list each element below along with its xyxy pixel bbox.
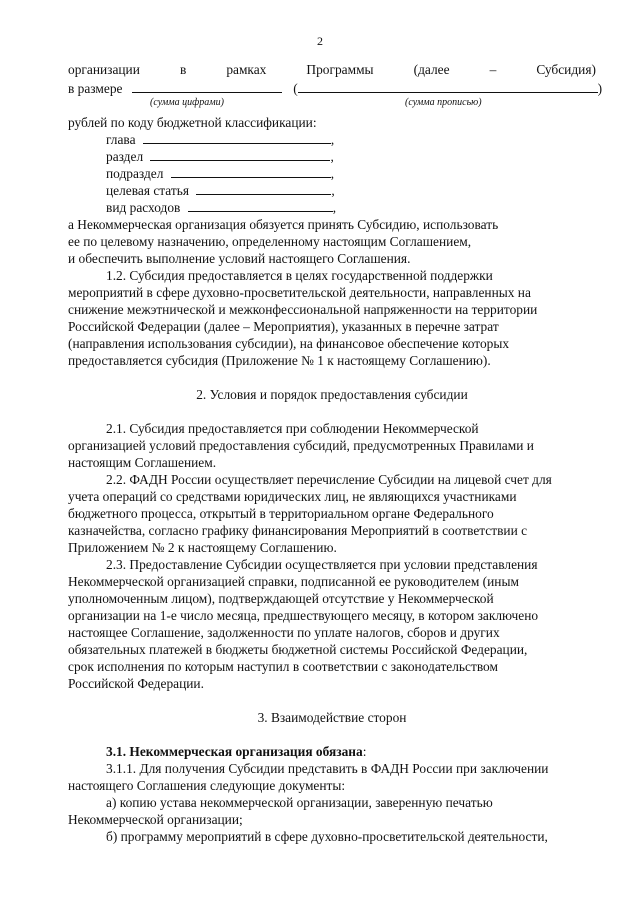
word: рамках [226,62,267,77]
paragraph-1-2-line: предоставляется субсидия (Приложение № 1 к настоящему Соглашению). [68,353,491,368]
budget-field-chapter [106,132,596,148]
field-blank [171,166,331,178]
page-number: 2 [317,34,323,48]
field-label: глава [106,132,136,147]
paragraph-2-3-line: 2.3. Предоставление Субсидии осуществляется при условии представления [106,557,538,572]
hint-words: (сумма прописью) [405,97,482,108]
paragraph-1-2-line: снижение межэтнической и межконфессиональной напряженности на территории [68,302,538,317]
budget-field-target-article [106,183,596,199]
field-blank [196,183,331,195]
word: организации [68,62,140,77]
section-3-title: 3. Взаимодействие сторон [257,710,407,725]
amount-digits-blank [132,81,282,93]
field-label: раздел [106,149,144,164]
paragraph-2-3-line: организации на 1-е число месяца, предшествующего месяцу, в котором заключено [68,608,539,623]
amount-prefix: в размере [68,81,123,96]
comma: , [331,183,335,198]
paragraph-3-1-1-line: настоящего Соглашения следующие документы: [68,778,346,793]
word: Субсидия) [536,62,596,77]
paragraph-1-2-line: (направления использования субсидии), на финансовое обеспечение которых [68,336,510,351]
paragraph-2-3-line: настоящее Соглашение, задолженности по уплате налогов, сборов и других [68,625,500,640]
paragraph-1-2-line: мероприятий в сфере духовно-просветительской деятельности, направленных на [68,285,531,300]
paragraph-a-line: а Некоммерческая организация обязуется принять Субсидию, использовать [68,217,499,232]
item-b-line: б) программу мероприятий в сфере духовно-просветительской деятельности, [106,829,548,844]
paragraph-2-1-line: организацией условий предоставления субсидий, предусмотренных Правилами и [68,438,534,453]
field-blank [143,132,331,144]
paragraph-2-3-line: срок исполнения по которым наступил в соответствии с законодательством [68,659,498,674]
budget-intro: рублей по коду бюджетной классификации: [68,115,317,130]
field-label: подраздел [106,166,164,181]
paragraph-2-2-line: Приложением № 2 к настоящему Соглашению. [68,540,337,555]
paragraph-1-2-line: 1.2. Субсидия предоставляется в целях государственной поддержки [106,268,493,283]
paragraph-3-1-1-line: 3.1.1. Для получения Субсидии представить в ФАДН России при заключении [106,761,549,776]
amount-line [68,81,603,97]
budget-field-subsection [106,166,596,182]
paragraph-1-2-line: Российской Федерации (далее – Мероприятия), указанных в перечне затрат [68,319,499,334]
paragraph-2-3-line: Российской Федерации. [68,676,204,691]
clause-3-1-bold: 3.1. Некоммерческая организация обязана [106,744,363,759]
clause-3-1-heading [106,744,596,760]
field-blank [150,149,330,161]
word: – [489,62,497,77]
paragraph-2-2-line: учета операций со средствами юридических лиц, не являющихся участниками [68,489,517,504]
paragraph-2-3-line: Некоммерческой организацией справки, подписанной ее руководителем (иным [68,574,519,589]
paragraph-2-3-line: обязательных платежей в бюджеты бюджетной системы Российской Федерации, [68,642,528,657]
item-a-line: Некоммерческой организации; [68,812,243,827]
paragraph-2-2-line: казначейства, согласно графику финансирования Мероприятий в соответствии с [68,523,528,538]
paragraph-a-line: и обеспечить выполнение условий настоящего Соглашения. [68,251,411,266]
item-a-line: а) копию устава некоммерческой организации, заверенную печатью [106,795,493,810]
line-organization-program [68,62,596,78]
word: Программы [306,62,374,77]
budget-field-section [106,149,596,165]
word: в [179,62,187,77]
colon: : [362,744,367,759]
field-blank [188,200,333,212]
paragraph-2-2-line: бюджетного процесса, открытый в территориальном органе Федерального [68,506,494,521]
budget-field-expense-type [106,200,596,216]
paragraph-a-line: ее по целевому назначению, определенному настоящим Соглашением, [68,234,472,249]
hint-digits: (сумма цифрами) [150,97,224,108]
comma: , [330,132,335,147]
paragraph-2-2-line: 2.2. ФАДН России осуществляет перечисление Субсидии на лицевой счет для [106,472,552,487]
field-label: целевая статья [106,183,190,198]
field-label: вид расходов [106,200,181,215]
amount-words-blank [298,81,598,93]
amount-close-paren: ) [597,81,603,96]
comma: , [332,200,337,215]
paragraph-2-3-line: уполномоченным лицом), подтверждающей отсутствие у Некоммерческой [68,591,494,606]
comma: , [330,149,334,164]
section-2-title: 2. Условия и порядок предоставления субсидии [196,387,468,402]
word: (далее [413,62,450,77]
comma: , [330,166,335,181]
paragraph-2-1-line: настоящим Соглашением. [68,455,217,470]
amount-open-paren: ( [293,81,298,96]
paragraph-2-1-line: 2.1. Субсидия предоставляется при соблюдении Некоммерческой [106,421,479,436]
